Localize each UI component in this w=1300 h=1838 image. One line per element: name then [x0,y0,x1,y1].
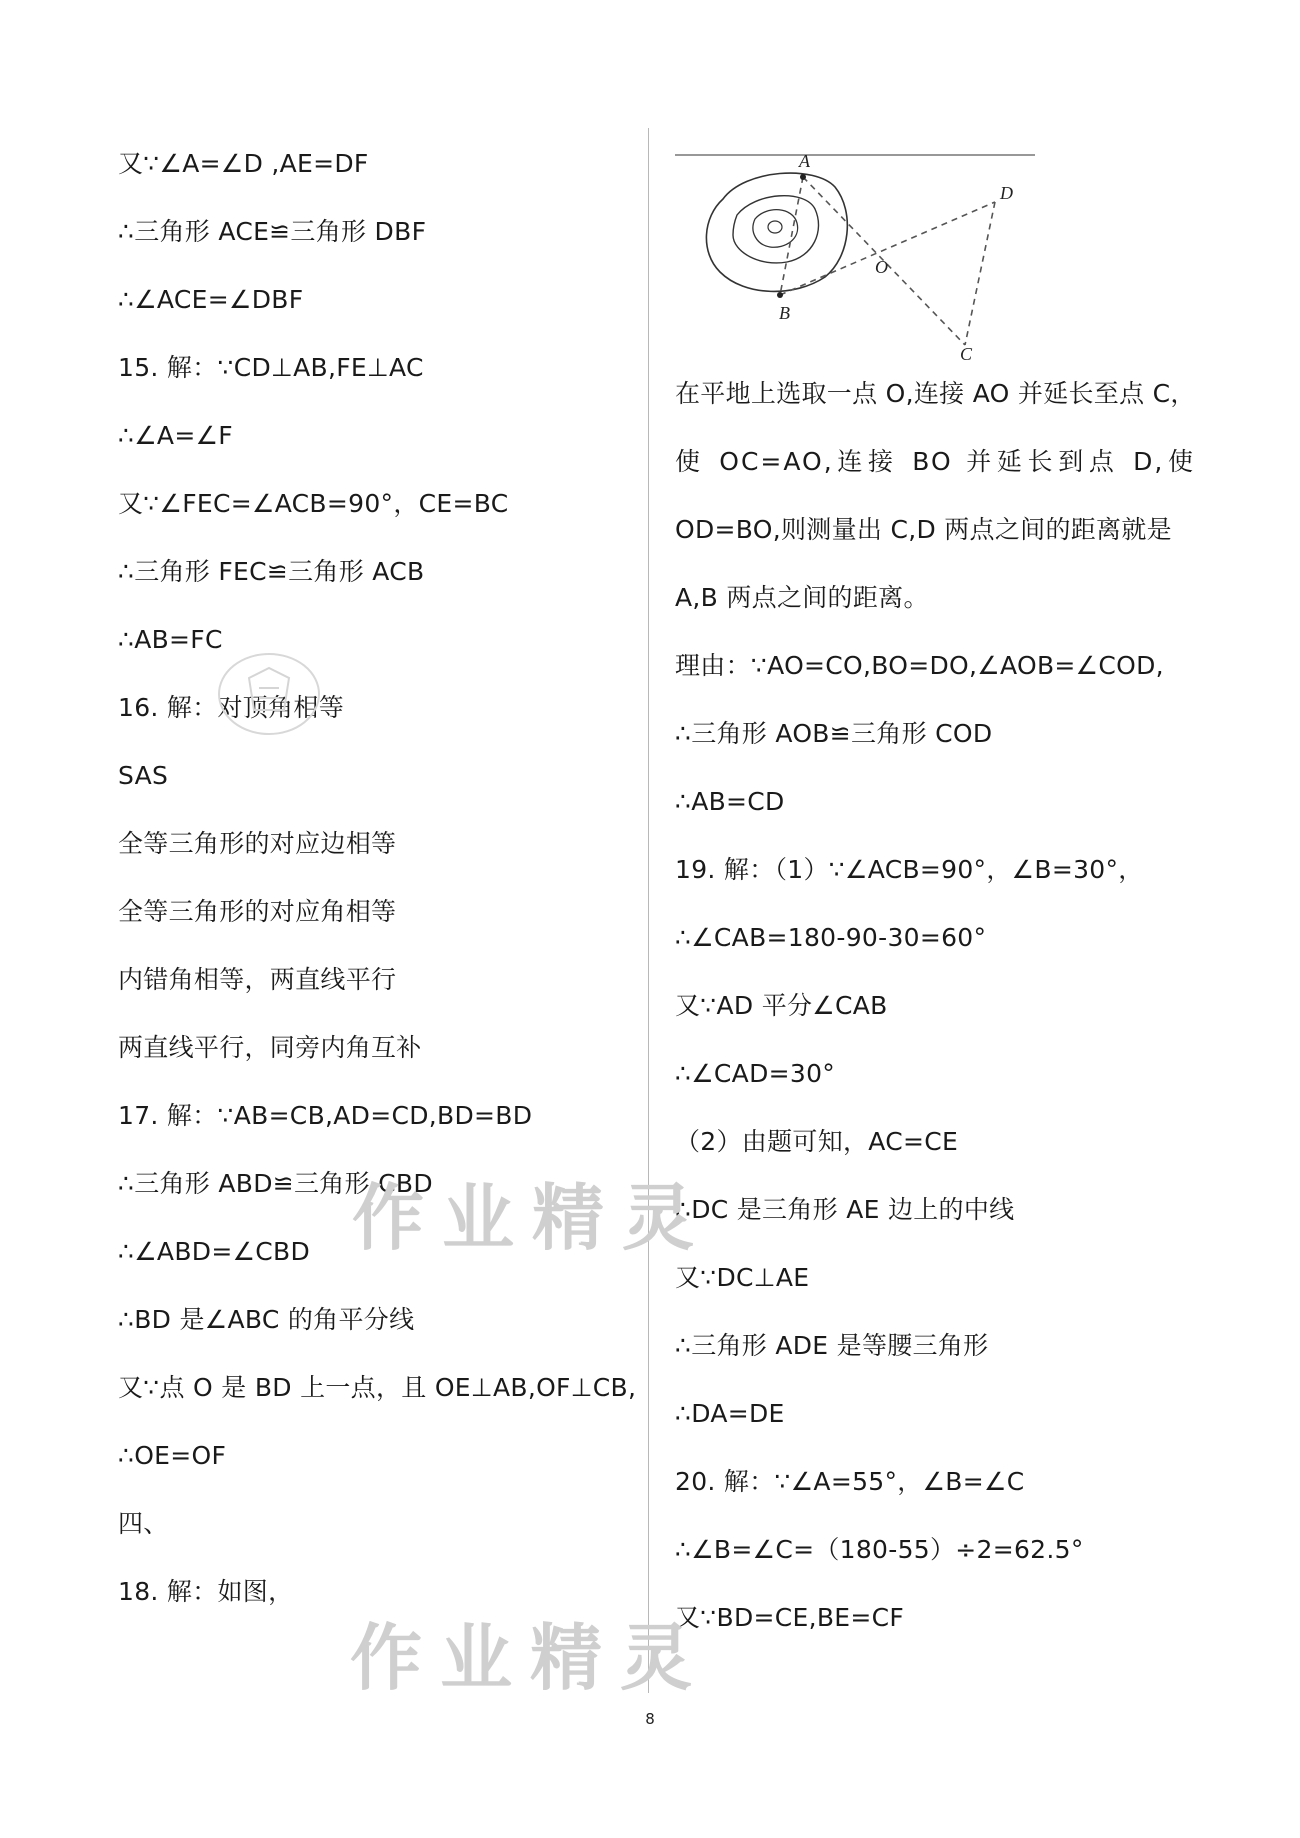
left-line: 两直线平行，同旁内角互补 [118,1033,422,1062]
left-line: ∴∠ABD=∠CBD [118,1237,311,1266]
right-line: 又∵AD 平分∠CAB [675,991,888,1020]
left-line: 15. 解：∵CD⊥AB,FE⊥AC [118,353,424,382]
right-line: ∴∠CAD=30° [675,1059,836,1088]
left-line: 又∵∠FEC=∠ACB=90°，CE=BC [118,489,509,518]
point-a [800,174,806,180]
label-c: C [960,344,973,362]
right-line: ∴AB=CD [675,787,785,816]
label-d: D [1000,183,1013,203]
geometry-figure [675,147,1035,362]
right-line: ∴三角形 AOB≌三角形 COD [675,719,993,748]
left-line: ∴BD 是∠ABC 的角平分线 [118,1305,415,1334]
left-line: ∴OE=OF [118,1441,227,1470]
left-line: ∴∠ACE=∠DBF [118,285,304,314]
page-number: 8 [645,1710,655,1728]
left-line: ∴AB=FC [118,625,223,654]
left-line: 18. 解：如图， [118,1577,294,1606]
right-line: ∴三角形 ADE 是等腰三角形 [675,1331,989,1360]
right-line: OD=BO,则测量出 C,D 两点之间的距离就是 [675,515,1172,544]
segment-dc [965,202,995,345]
right-line: ∴∠B=∠C=（180-55）÷2=62.5° [675,1535,1084,1564]
left-line: 16. 解：对顶角相等 [118,693,345,722]
left-line: ∴三角形 ABD≌三角形 CBD [118,1169,433,1198]
right-line: 又∵BD=CE,BE=CF [675,1603,905,1632]
left-line: ∴∠A=∠F [118,421,233,450]
left-line: 全等三角形的对应角相等 [118,897,397,926]
right-column [675,360,1195,1652]
label-b: B [779,303,790,323]
right-line: ∴DA=DE [675,1399,785,1428]
watermark-text: 作业精灵 [350,1615,711,1700]
left-line: 17. 解：∵AB=CB,AD=CD,BD=BD [118,1101,533,1130]
right-line: 在平地上选取一点 O,连接 AO 并延长至点 C， [675,379,1196,408]
left-line: 内错角相等，两直线平行 [118,965,397,994]
left-column [118,130,638,1626]
right-line: ∴DC 是三角形 AE 边上的中线 [675,1195,1015,1224]
right-line: 又∵DC⊥AE [675,1263,810,1292]
label-o: O [875,257,888,277]
right-line: （2）由题可知，AC=CE [675,1127,959,1156]
left-line: ∴三角形 ACE≌三角形 DBF [118,217,427,246]
terrain-contour-mid [733,196,819,263]
right-line: 使 OC=AO,连接 BO 并延长到点 D,使 [675,447,1195,476]
terrain-contour-inner [753,210,798,248]
right-line: 19. 解：（1）∵∠ACB=90°，∠B=30°， [675,855,1144,884]
stamp-watermark-icon [214,648,324,740]
watermark-text: 作业精灵 [352,1175,713,1260]
segment-bd [780,202,995,295]
left-line: ∴三角形 FEC≌三角形 ACB [118,557,425,586]
left-line: 又∵点 O 是 BD 上一点，且 OE⊥AB,OF⊥CB, [118,1373,637,1402]
right-line: 理由：∵AO=CO,BO=DO,∠AOB=∠COD, [675,651,1164,680]
column-divider [648,128,649,1693]
left-line: 四、 [118,1509,169,1538]
right-line: 20. 解：∵∠A=55°，∠B=∠C [675,1467,1025,1496]
left-line: 全等三角形的对应边相等 [118,829,397,858]
left-line: 又∵∠A=∠D ,AE=DF [118,149,369,178]
right-line: A,B 两点之间的距离。 [675,583,929,612]
right-line: ∴∠CAB=180-90-30=60° [675,923,987,952]
point-b [777,292,783,298]
segment-ab [780,177,803,295]
left-line: SAS [118,761,169,790]
label-a: A [799,151,810,171]
terrain-peak [768,221,782,233]
